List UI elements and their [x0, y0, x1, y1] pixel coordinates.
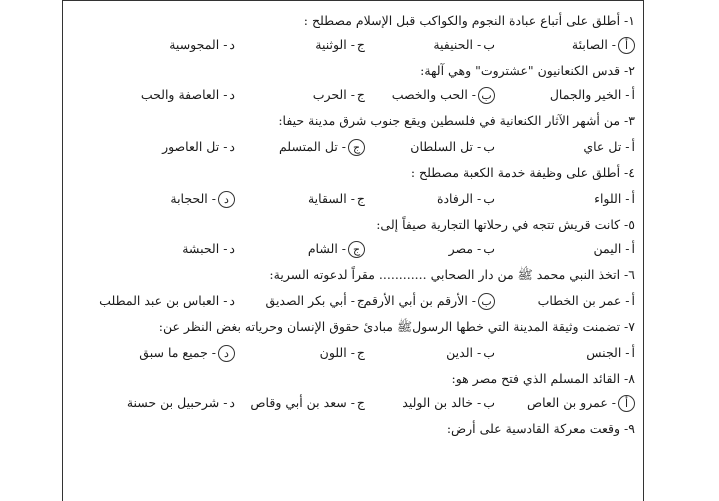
answer-option[interactable]: [449, 240, 495, 258]
option-letter: أ: [631, 139, 635, 154]
option-text: تل السلطان: [410, 139, 474, 154]
answer-option[interactable]: [410, 138, 495, 156]
option-letter: ج: [356, 87, 365, 102]
option-text: الصابئة: [571, 37, 608, 52]
option-letter: أ: [631, 87, 635, 102]
option-separator: -: [621, 87, 630, 102]
answer-option[interactable]: [139, 344, 235, 362]
option-text: الرفادة: [436, 191, 474, 206]
option-letter: ج: [356, 345, 365, 360]
option-separator: -: [473, 395, 482, 410]
answer-option[interactable]: [182, 240, 235, 258]
circled-answer-letter: د: [218, 345, 235, 362]
answer-option[interactable]: [594, 190, 635, 208]
option-letter: ج: [356, 395, 365, 410]
circled-answer-letter: ج: [348, 241, 365, 258]
answer-option[interactable]: [550, 86, 635, 104]
option-text: الحنيفية: [433, 37, 474, 52]
option-letter: ب: [483, 37, 495, 52]
option-text: تل العاصور: [162, 139, 220, 154]
option-text: عمرو بن العاص: [527, 395, 608, 410]
option-letter: د: [229, 241, 235, 256]
question-stem: ٢- قدس الكنعانيون "عشتروت" وهي آلهة:: [420, 63, 635, 78]
option-text: المجوسية: [169, 37, 220, 52]
option-letter: د: [229, 37, 235, 52]
option-letter: د: [229, 139, 235, 154]
circled-answer-letter: أ: [618, 37, 635, 54]
option-separator: -: [207, 345, 216, 360]
option-text: سعد بن أبي وقاص: [250, 395, 347, 410]
option-text: العباس بن عبد المطلب: [99, 293, 220, 308]
question-stem: ٨- القائد المسلم الذي فتح مصر هو:: [451, 371, 635, 386]
answer-option[interactable]: [170, 190, 235, 208]
option-text: أبي بكر الصديق: [265, 293, 347, 308]
option-letter: ب: [483, 345, 495, 360]
option-letter: ج: [356, 37, 365, 52]
question-stem: ٥- كانت قريش تتجه في رحلاتها التجارية صيفاً إلى:: [376, 217, 635, 232]
option-letter: د: [229, 87, 235, 102]
option-letter: ب: [483, 191, 495, 206]
circled-answer-letter: أ: [618, 395, 635, 412]
option-text: تل المتسلم: [278, 139, 338, 154]
question-stem: ٩- وقعت معركة القادسية على أرض:: [446, 421, 635, 436]
option-separator: -: [346, 87, 355, 102]
option-letter: ج: [356, 191, 365, 206]
options-row: [70, 190, 635, 210]
option-separator: -: [621, 241, 630, 256]
option-text: الأرقم بن أبي الأرقم: [363, 293, 468, 308]
option-separator: -: [207, 191, 216, 206]
option-separator: -: [473, 191, 482, 206]
question-stem: ٤- أطلق على وظيفة خدمة الكعبة مصطلح :: [410, 165, 635, 180]
option-separator: -: [346, 395, 355, 410]
option-text: اليمن: [593, 241, 622, 256]
option-separator: -: [473, 37, 482, 52]
option-letter: د: [229, 293, 235, 308]
option-letter: د: [229, 395, 235, 410]
answer-option[interactable]: [162, 138, 235, 156]
options-row: [70, 86, 635, 106]
question-stem: ١- أطلق على أتباع عبادة النجوم والكواكب قبل الإسلام مصطلح :: [303, 13, 635, 28]
option-separator: -: [219, 293, 228, 308]
answer-option[interactable]: [313, 86, 365, 104]
option-separator: -: [219, 139, 228, 154]
option-text: اللواء: [594, 191, 622, 206]
answer-option[interactable]: [402, 394, 495, 412]
option-text: الحبشة: [182, 241, 220, 256]
answer-option[interactable]: [583, 138, 635, 156]
option-separator: -: [621, 293, 630, 308]
option-separator: -: [621, 345, 630, 360]
option-text: اللون: [319, 345, 347, 360]
option-separator: -: [346, 345, 355, 360]
option-text: العاصفة والحب: [140, 87, 220, 102]
option-letter: أ: [631, 345, 635, 360]
answer-option[interactable]: [141, 86, 235, 104]
circled-answer-letter: ب: [478, 293, 495, 310]
option-separator: -: [219, 241, 228, 256]
options-row: [70, 36, 635, 56]
option-text: عمر بن الخطاب: [537, 293, 622, 308]
answer-option[interactable]: [446, 344, 495, 362]
answer-option[interactable]: [572, 36, 635, 54]
circled-answer-letter: د: [218, 191, 235, 208]
option-letter: ج: [356, 293, 365, 308]
option-text: السقاية: [307, 191, 347, 206]
option-separator: -: [607, 37, 616, 52]
answer-option[interactable]: [250, 394, 365, 412]
option-separator: -: [219, 87, 228, 102]
options-row: [70, 240, 635, 260]
option-separator: -: [219, 395, 228, 410]
options-row: [70, 344, 635, 364]
answer-option[interactable]: [392, 86, 495, 104]
option-separator: -: [621, 191, 630, 206]
option-separator: -: [473, 241, 482, 256]
answer-option[interactable]: [127, 394, 235, 412]
option-letter: ب: [483, 395, 495, 410]
question-stem: ٧- تضمنت وثيقة المدينة التي خطها الرسولﷺ مبادئ حقوق الإنسان وحرياته بغض النظر عن:: [158, 319, 635, 334]
option-text: شرحبيل بن حسنة: [126, 395, 220, 410]
option-letter: أ: [631, 191, 635, 206]
option-text: الجنس: [586, 345, 622, 360]
option-separator: -: [607, 395, 616, 410]
question-stem: ٣- من أشهر الآثار الكنعانية في فلسطين ويقع جنوب شرق مدينة حيفا:: [278, 113, 635, 128]
answer-option[interactable]: [433, 36, 495, 54]
circled-answer-letter: ج: [348, 139, 365, 156]
answer-option[interactable]: [437, 190, 495, 208]
option-separator: -: [337, 241, 346, 256]
answer-option[interactable]: [320, 344, 365, 362]
option-separator: -: [621, 139, 630, 154]
answer-option[interactable]: [364, 292, 495, 310]
option-text: الحب والخصب: [391, 87, 468, 102]
option-text: الشام: [307, 241, 338, 256]
option-text: الخير والجمال: [549, 87, 622, 102]
question-stem: ٦- اتخذ النبي محمد ﷺ من دار الصحابي ............ مقراً لدعوته السرية:: [269, 267, 635, 282]
option-letter: ب: [483, 139, 495, 154]
answer-option[interactable]: [308, 190, 365, 208]
circled-answer-letter: ب: [478, 87, 495, 104]
answer-option[interactable]: [308, 240, 365, 258]
answer-option[interactable]: [594, 240, 635, 258]
option-separator: -: [219, 37, 228, 52]
option-text: مصر: [448, 241, 474, 256]
option-separator: -: [346, 293, 355, 308]
option-text: الدين: [446, 345, 474, 360]
answer-option[interactable]: [586, 344, 635, 362]
option-separator: -: [346, 191, 355, 206]
option-text: الحجابة: [170, 191, 208, 206]
options-row: [70, 138, 635, 158]
option-separator: -: [473, 345, 482, 360]
option-letter: أ: [631, 241, 635, 256]
option-separator: -: [467, 293, 476, 308]
option-letter: أ: [631, 293, 635, 308]
answer-option[interactable]: [99, 292, 235, 310]
answer-option[interactable]: [538, 292, 635, 310]
option-text: الوثنية: [315, 37, 347, 52]
option-separator: -: [346, 37, 355, 52]
options-row: [70, 394, 635, 414]
answer-option[interactable]: [266, 292, 365, 310]
option-letter: ب: [483, 241, 495, 256]
option-separator: -: [473, 139, 482, 154]
options-row: [70, 292, 635, 312]
option-separator: -: [337, 139, 346, 154]
option-text: تل عاي: [583, 139, 622, 154]
answer-option[interactable]: [527, 394, 635, 412]
answer-option[interactable]: [315, 36, 365, 54]
answer-option[interactable]: [169, 36, 235, 54]
option-text: جميع ما سبق: [139, 345, 208, 360]
option-text: الحرب: [312, 87, 347, 102]
option-text: خالد بن الوليد: [402, 395, 474, 410]
answer-option[interactable]: [279, 138, 365, 156]
option-separator: -: [467, 87, 476, 102]
